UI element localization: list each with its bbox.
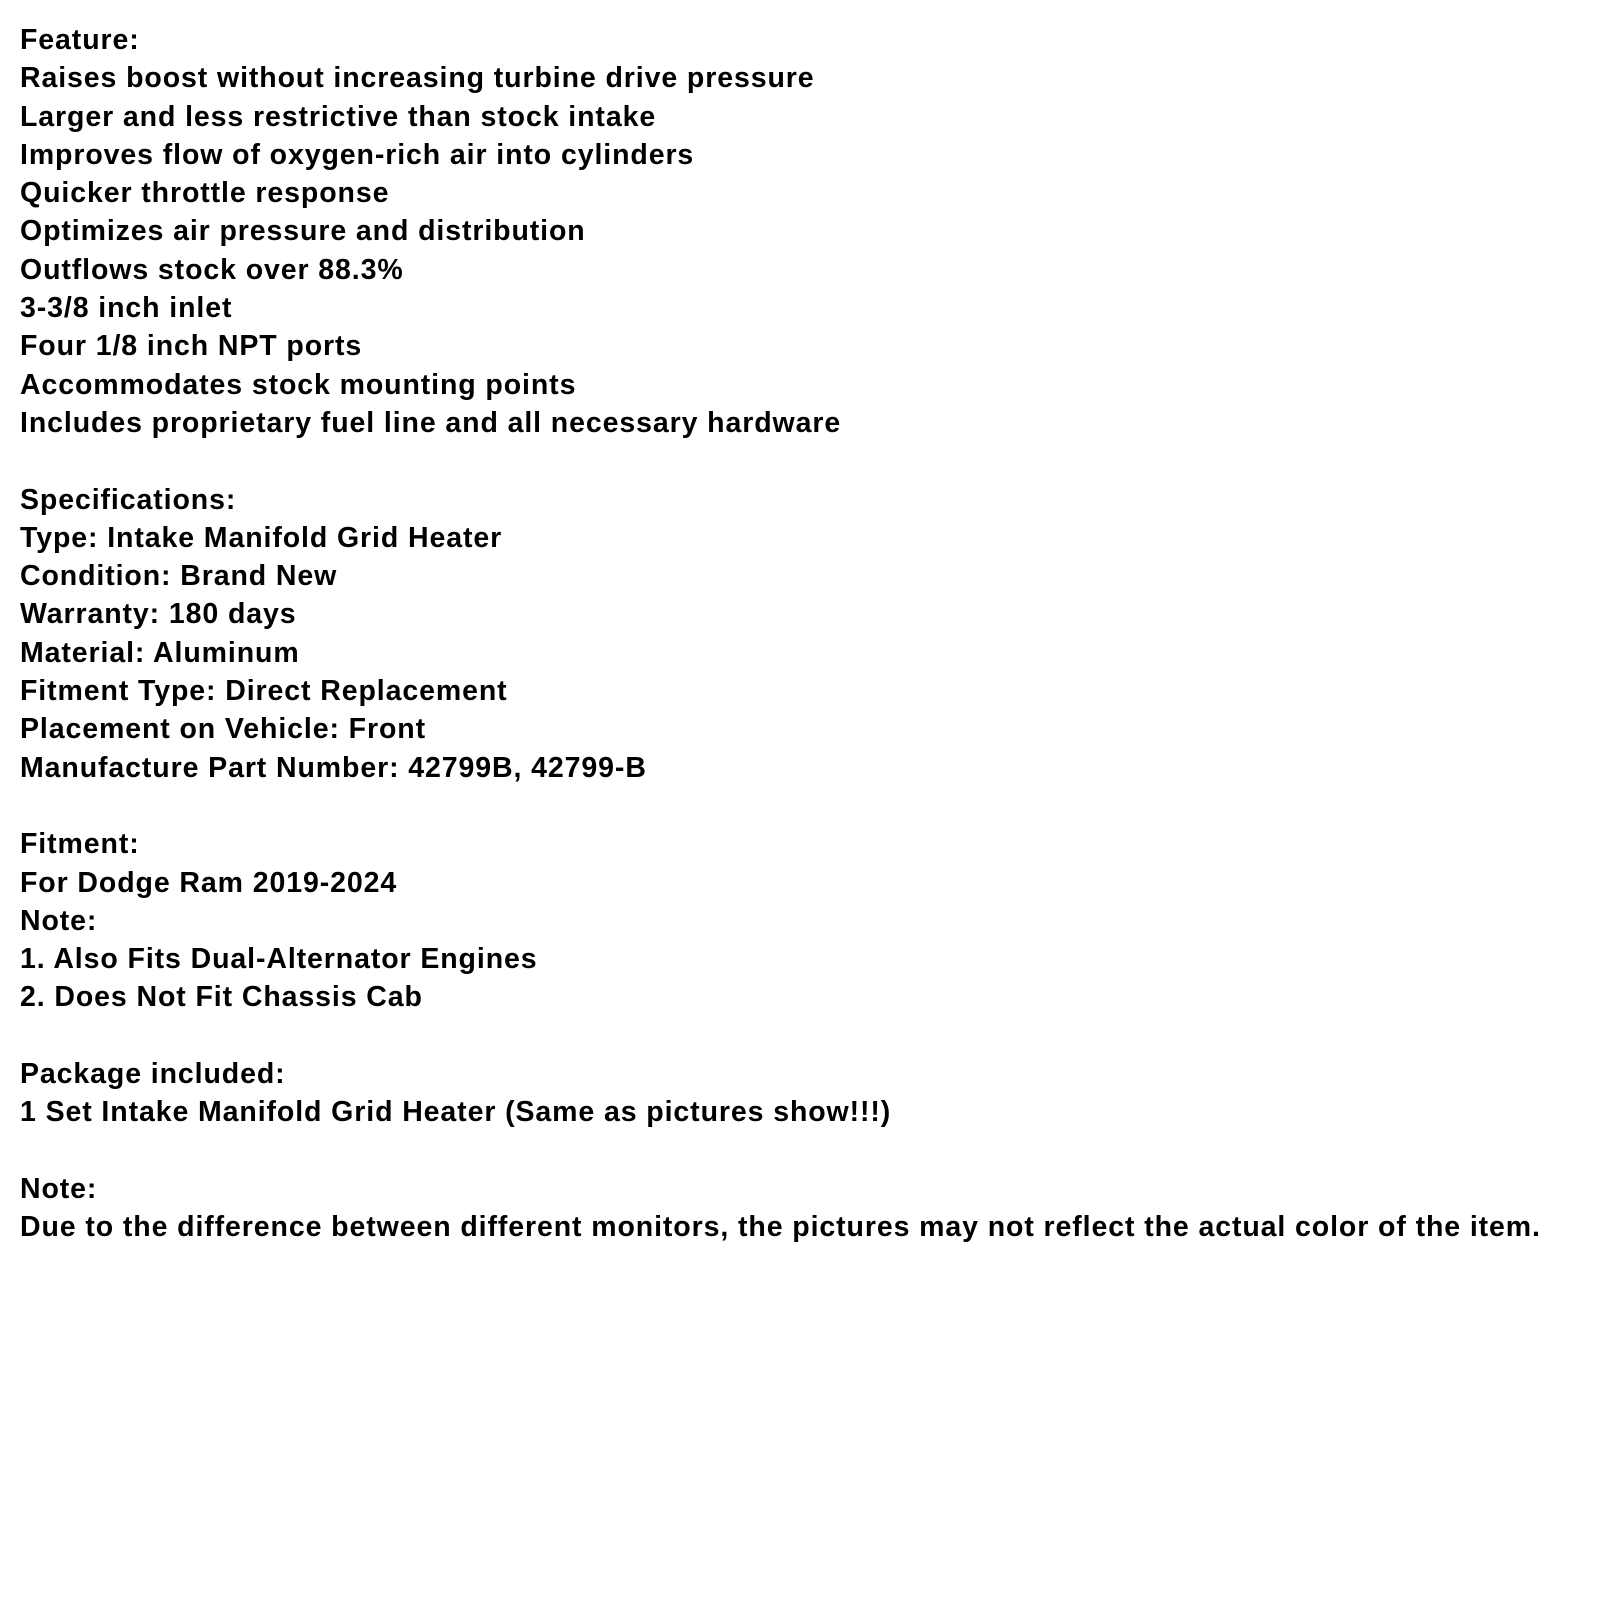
feature-heading: Feature: bbox=[20, 24, 140, 56]
feature-item: Improves flow of oxygen-rich air into cylinders bbox=[20, 138, 695, 171]
spec-item: Manufacture Part Number: 42799B, 42799-B bbox=[20, 751, 647, 784]
feature-item: Accommodates stock mounting points bbox=[20, 368, 577, 401]
note-section bbox=[20, 1170, 1580, 1247]
spec-item: Fitment Type: Direct Replacement bbox=[20, 675, 508, 708]
feature-item: Outflows stock over 88.3% bbox=[20, 253, 404, 286]
spec-item: Condition: Brand New bbox=[20, 560, 338, 593]
specifications-heading: Specifications: bbox=[20, 483, 237, 516]
fitment-heading: Fitment: bbox=[20, 828, 140, 861]
spec-item: Type: Intake Manifold Grid Heater bbox=[20, 521, 503, 554]
note-heading: Note: bbox=[20, 1172, 98, 1205]
feature-item: Includes proprietary fuel line and all necessary hardware bbox=[20, 406, 842, 439]
package-item: 1 Set Intake Manifold Grid Heater (Same as pictures show!!!) bbox=[20, 1096, 892, 1129]
package-section bbox=[20, 1055, 1580, 1132]
product-description bbox=[20, 21, 1580, 1285]
feature-item: Raises boost without increasing turbine drive pressure bbox=[20, 62, 815, 95]
package-heading: Package included: bbox=[20, 1058, 286, 1091]
feature-section bbox=[20, 21, 1580, 442]
fitment-note-heading: Note: bbox=[20, 904, 98, 937]
fitment-section bbox=[20, 825, 1580, 1016]
feature-item: 3-3/8 inch inlet bbox=[20, 292, 233, 325]
fitment-note-item: 1. Also Fits Dual-Alternator Engines bbox=[20, 943, 538, 976]
spec-item: Placement on Vehicle: Front bbox=[20, 713, 426, 746]
fitment-note-item: 2. Does Not Fit Chassis Cab bbox=[20, 981, 423, 1014]
specifications-section bbox=[20, 481, 1580, 787]
feature-item: Four 1/8 inch NPT ports bbox=[20, 330, 363, 363]
fitment-vehicle: For Dodge Ram 2019-2024 bbox=[20, 866, 398, 899]
feature-item: Larger and less restrictive than stock intake bbox=[20, 100, 657, 133]
spec-item: Warranty: 180 days bbox=[20, 598, 297, 631]
feature-item: Quicker throttle response bbox=[20, 177, 390, 210]
spec-item: Material: Aluminum bbox=[20, 636, 300, 669]
note-text: Due to the difference between different monitors, the pictures may not reflect the actual color of the item. bbox=[20, 1211, 1541, 1244]
feature-item: Optimizes air pressure and distribution bbox=[20, 215, 586, 248]
